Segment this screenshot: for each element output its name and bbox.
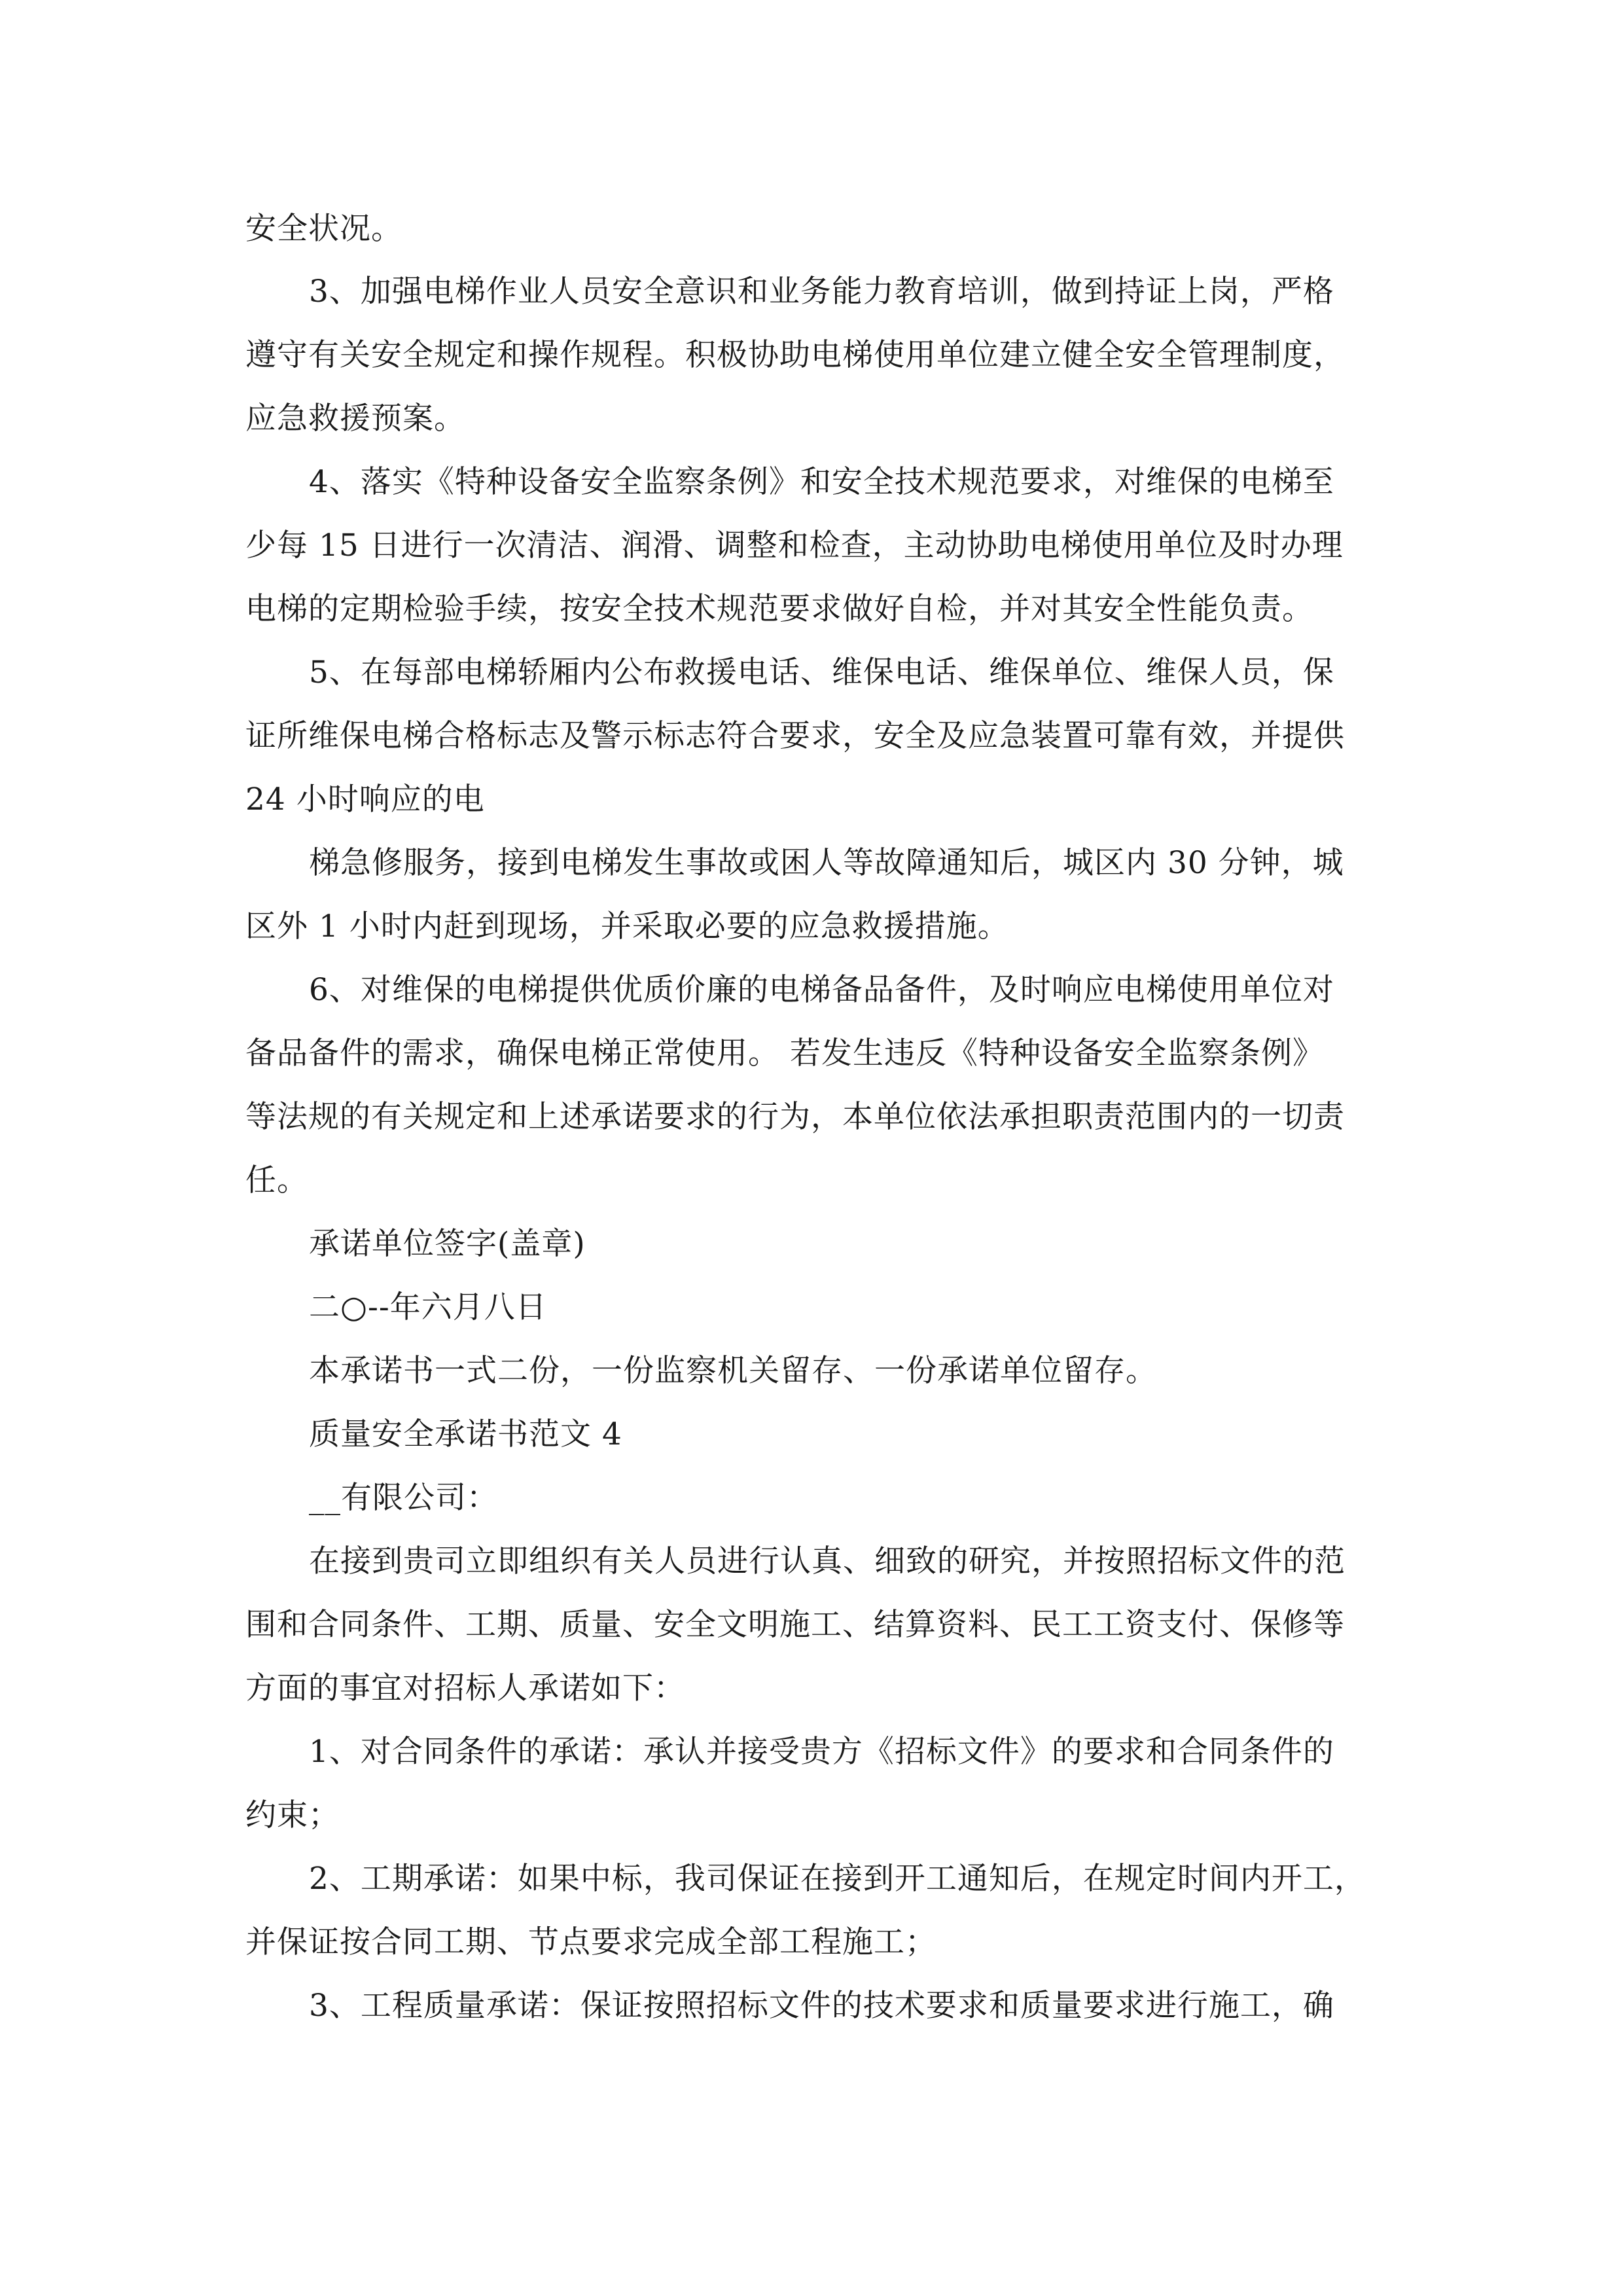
date-line: 二○--年六月八日 [309,1289,547,1325]
text-line: 在接到贵司立即组织有关人员进行认真、细致的研究，并按照招标文件的范 [309,1543,1346,1579]
text-line: 区外 1 小时内赶到现场，并采取必要的应急救援措施。 [245,908,1009,944]
text-line: 方面的事宜对招标人承诺如下： [245,1670,685,1706]
text-line: 应急救援预案。 [245,401,465,437]
text-line: 本承诺书一式二份，一份监察机关留存、一份承诺单位留存。 [309,1353,1157,1389]
text-line: 24 小时响应的电 [245,781,485,817]
text-line: 梯急修服务，接到电梯发生事故或困人等故障通知后，城区内 30 分钟，城 [309,845,1344,881]
text-line: 任。 [245,1162,308,1198]
text-line: 3、加强电梯作业人员安全意识和业务能力教育培训，做到持证上岗，严格 [309,274,1334,310]
text-line: 等法规的有关规定和上述承诺要求的行为，本单位依法承担职责范围内的一切责 [245,1099,1345,1135]
text-line: 围和合同条件、工期、质量、安全文明施工、结算资料、民工工资支付、保修等 [245,1607,1345,1643]
text-line: 约束； [245,1797,340,1833]
section-title: 质量安全承诺书范文 4 [309,1416,622,1452]
text-line: 4、落实《特种设备安全监察条例》和安全技术规范要求，对维保的电梯至 [309,464,1334,500]
text-line: 电梯的定期检验手续，按安全技术规范要求做好自检，并对其安全性能负责。 [245,591,1313,627]
addressee: __有限公司： [309,1480,498,1516]
text-line: 并保证按合同工期、节点要求完成全部工程施工； [245,1924,936,1960]
text-line: 备品备件的需求，确保电梯正常使用。 若发生违反《特种设备安全监察条例》 [245,1035,1324,1071]
text-line: 安全状况。 [245,211,402,247]
text-line: 证所维保电梯合格标志及警示标志符合要求，安全及应急装置可靠有效，并提供 [245,718,1345,754]
signature-label: 承诺单位签字(盖章) [309,1226,586,1262]
text-line: 少每 15 日进行一次清洁、润滑、调整和检查，主动协助电梯使用单位及时办理 [245,528,1344,564]
text-line: 5、在每部电梯轿厢内公布救援电话、维保电话、维保单位、维保人员，保 [309,655,1334,691]
text-line: 3、工程质量承诺：保证按照招标文件的技术要求和质量要求进行施工，确 [309,1988,1334,2024]
text-line: 遵守有关安全规定和操作规程。积极协助电梯使用单位建立健全安全管理制度， [245,337,1345,373]
text-line: 6、对维保的电梯提供优质价廉的电梯备品备件，及时响应电梯使用单位对 [309,972,1334,1008]
text-line: 1、对合同条件的承诺：承认并接受贵方《招标文件》的要求和合同条件的 [309,1734,1334,1770]
text-line: 2、工期承诺：如果中标，我司保证在接到开工通知后，在规定时间内开工， [309,1861,1366,1897]
